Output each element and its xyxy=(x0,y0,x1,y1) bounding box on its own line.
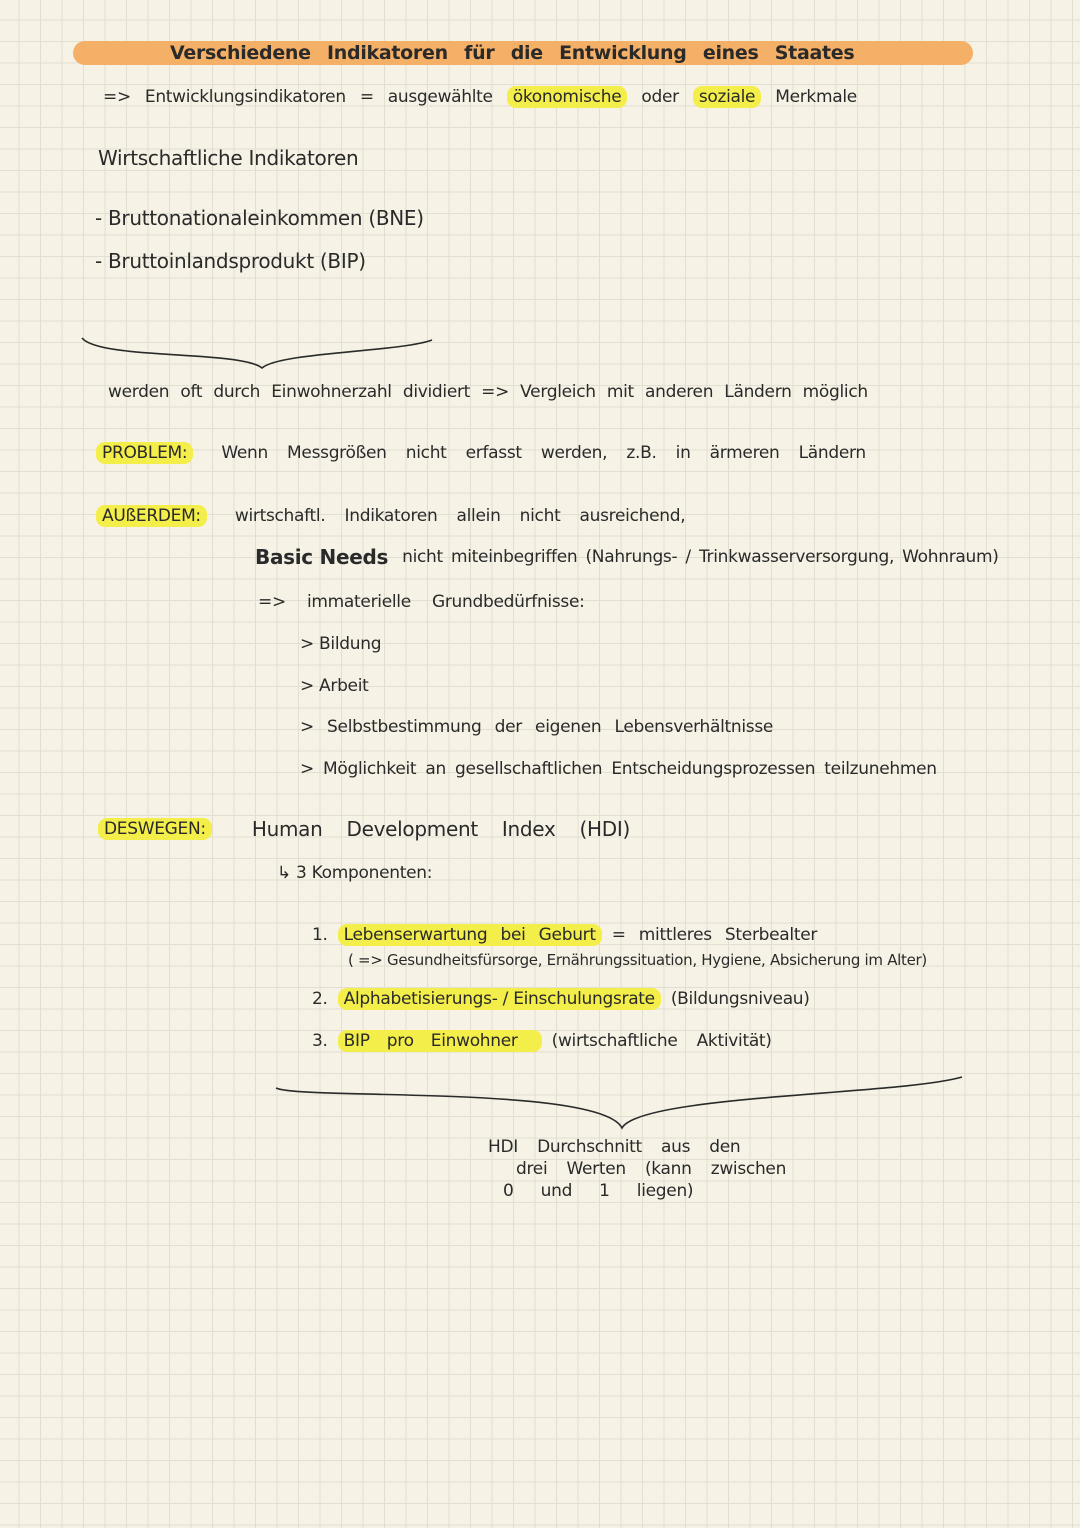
curly-brace-bottom xyxy=(276,1077,962,1128)
component-text: = mittleres Sterbealter xyxy=(611,925,818,945)
list-item: > Möglichkeit an gesellschaftlichen Entscheidungsprozessen teilzunehmen xyxy=(300,759,937,779)
section-heading: Wirtschaftliche Indikatoren xyxy=(98,146,359,170)
component-number: 3. xyxy=(312,1031,328,1051)
highlight-soziale: soziale xyxy=(693,86,761,108)
ausserdem-text: wirtschaftl. Indikatoren allein nicht ausreichend, xyxy=(234,506,686,526)
problem-line xyxy=(96,442,866,464)
immaterial-heading: => immaterielle Grundbedürfnisse: xyxy=(258,592,585,612)
deswegen-line xyxy=(98,818,630,840)
component-number: 1. xyxy=(312,925,328,945)
list-item: > Selbstbestimmung der eigenen Lebensverhältnisse xyxy=(300,717,774,737)
text: oder xyxy=(641,87,679,107)
component-text: (wirtschaftliche Aktivität) xyxy=(551,1031,772,1051)
components-intro: ↳ 3 Komponenten: xyxy=(277,863,433,883)
component-text: (Bildungsniveau) xyxy=(670,989,810,1009)
list-item: - Bruttonationaleinkommen (BNE) xyxy=(95,206,424,230)
text: Merkmale xyxy=(775,87,857,107)
label-deswegen: DESWEGEN: xyxy=(98,818,212,840)
ausserdem-line xyxy=(96,505,685,527)
component-number: 2. xyxy=(312,989,328,1009)
summary-line: drei Werten (kann zwischen xyxy=(516,1159,787,1179)
list-item: > Bildung xyxy=(300,634,382,654)
component-row xyxy=(312,1030,772,1052)
curly-brace-top xyxy=(82,338,432,368)
component-subtext: ( => Gesundheitsfürsorge, Ernährungssituation, Hygiene, Absicherung im Alter) xyxy=(348,951,927,969)
arrow: => xyxy=(103,87,131,107)
basic-needs-text: nicht miteinbegriffen (Nahrungs- / Trinkwasserversorgung, Wohnraum) xyxy=(402,547,999,567)
summary-line: HDI Durchschnitt aus den xyxy=(488,1137,741,1157)
component-row xyxy=(312,924,817,946)
problem-text: Wenn Messgrößen nicht erfasst werden, z.B. in ärmeren Ländern xyxy=(221,443,866,463)
highlight-oekonomische: ökonomische xyxy=(507,86,628,108)
component-highlight: Lebenserwartung bei Geburt xyxy=(338,924,602,946)
label-ausserdem: AUßERDEM: xyxy=(96,505,207,527)
text: ausgewählte xyxy=(387,87,493,107)
basic-needs: Basic Needs xyxy=(255,545,389,569)
basic-needs-line xyxy=(255,546,999,568)
list-item: - Bruttoinlandsprodukt (BIP) xyxy=(95,249,366,273)
component-highlight: Alphabetisierungs- / Einschulungsrate xyxy=(338,988,661,1010)
label-problem: PROBLEM: xyxy=(96,442,193,464)
summary-line: 0 und 1 liegen) xyxy=(503,1181,694,1201)
equals: = xyxy=(359,87,374,107)
note: werden oft durch Einwohnerzahl dividiert => Vergleich mit anderen Ländern möglich xyxy=(108,382,868,402)
component-row xyxy=(312,988,810,1010)
hdi-title: Human Development Index (HDI) xyxy=(251,817,630,841)
page-title: Verschiedene Indikatoren für die Entwicklung eines Staates xyxy=(170,42,855,64)
list-item: > Arbeit xyxy=(300,676,369,696)
component-highlight: BIP pro Einwohner xyxy=(338,1030,542,1052)
term: Entwicklungsindikatoren xyxy=(144,87,346,107)
